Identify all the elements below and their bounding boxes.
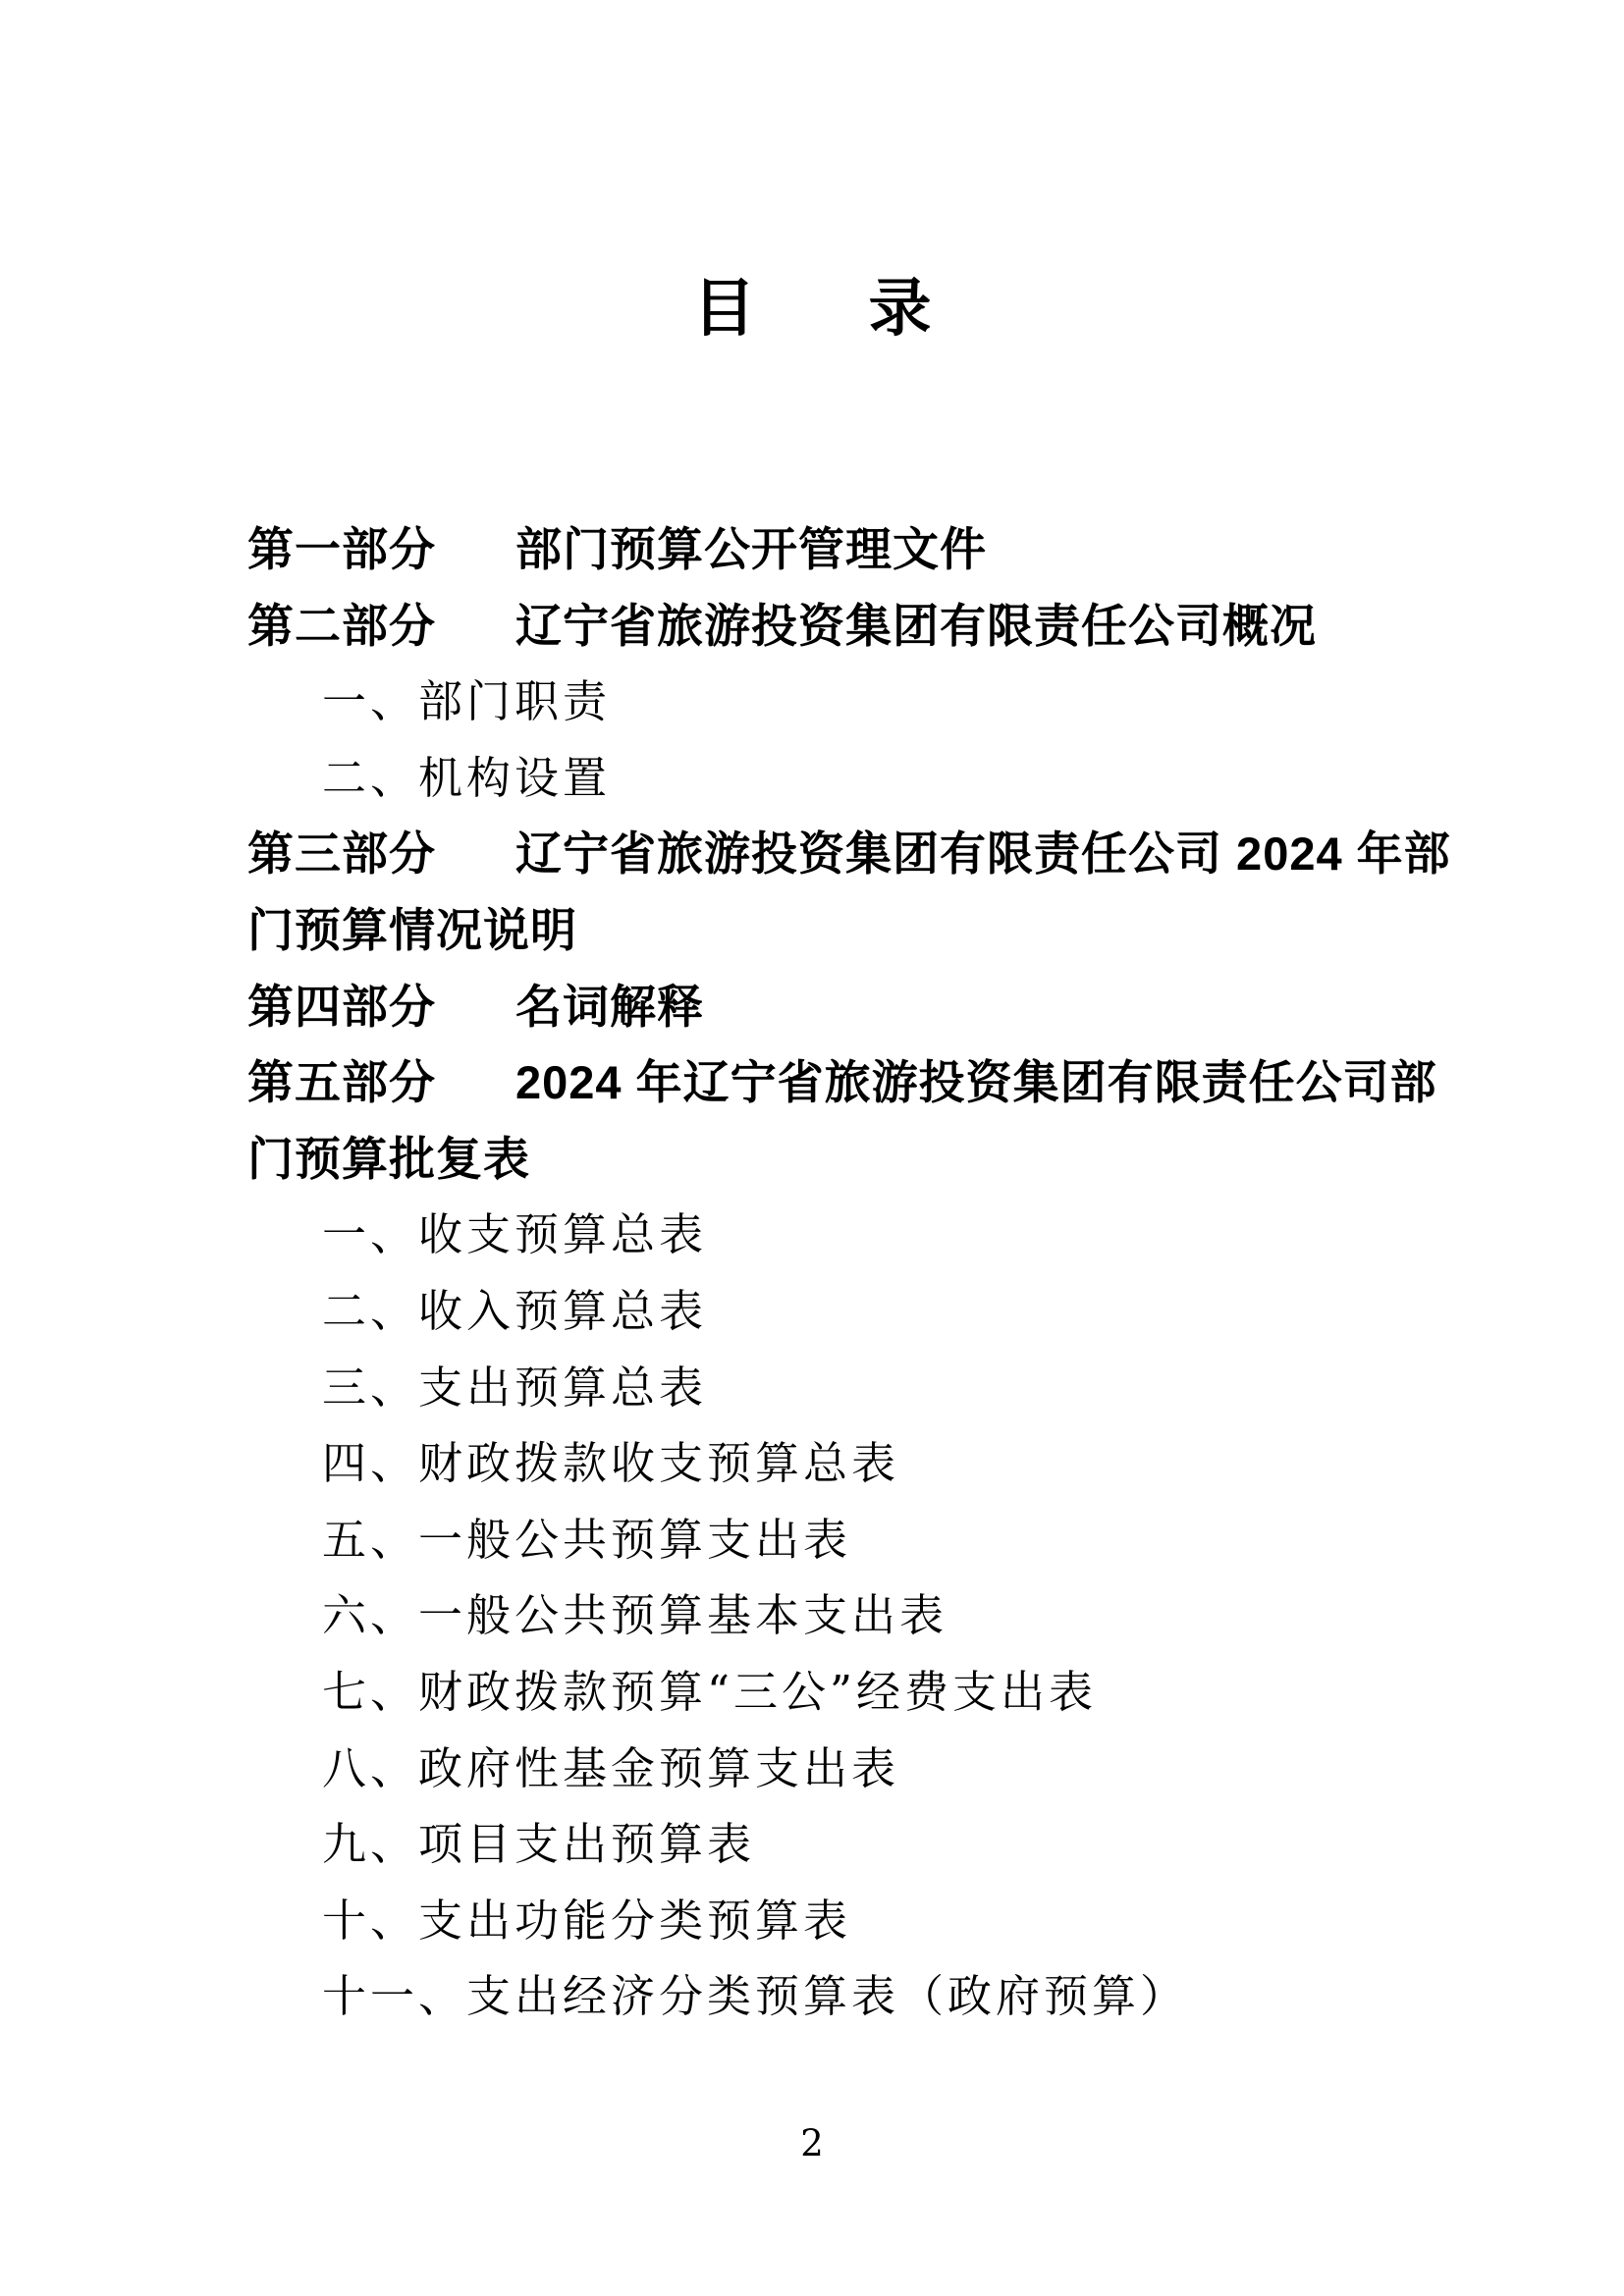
toc-subentry: 四、财政拨款收支预算总表: [322, 1437, 900, 1490]
title-char-first: 目: [692, 272, 756, 346]
toc-part-label: 第二部分: [247, 599, 436, 652]
toc-part-label: 第五部分: [247, 1056, 436, 1109]
toc-subentry: 一、部门职责: [322, 675, 612, 728]
toc-part-label: 第三部分: [247, 828, 436, 881]
toc-subentry: 五、一般公共预算支出表: [322, 1513, 852, 1566]
toc-part-text: 部门预算公开管理文件: [515, 523, 987, 575]
toc-subentry: 十、支出功能分类预算表: [322, 1894, 852, 1947]
toc-entry-part-4: [247, 969, 1426, 1045]
toc-subentry: 二、机构设置: [322, 751, 612, 804]
toc-part-text: 辽宁省旅游投资集团有限责任公司 2024 年部: [515, 828, 1451, 881]
toc-subentry: 三、支出预算总表: [322, 1361, 708, 1414]
toc-subentry: 八、政府性基金预算支出表: [322, 1741, 900, 1794]
toc-part-label: 第一部分: [247, 523, 436, 575]
toc-entry-part-3: [247, 816, 1451, 892]
toc-subentry: 六、一般公共预算基本支出表: [322, 1589, 948, 1642]
toc-subentry: 七、财政拨款预算“三公”经费支出表: [322, 1665, 1098, 1718]
toc-entry-part-2: [247, 588, 1426, 665]
toc-subentry: 九、项目支出预算表: [322, 1818, 756, 1871]
toc-subentry: 一、收支预算总表: [322, 1208, 708, 1261]
page-title: [0, 272, 1624, 346]
toc-subentry: 十一、支出经济分类预算表（政府预算）: [322, 1970, 1189, 2023]
toc-entry-part-3-continuation: 门预算情况说明: [247, 903, 577, 956]
toc-part-text: 辽宁省旅游投资集团有限责任公司概况: [515, 599, 1317, 652]
toc-part-text: 2024 年辽宁省旅游投资集团有限责任公司部: [515, 1056, 1437, 1109]
table-of-contents: [247, 511, 1451, 2035]
toc-part-label: 第四部分: [247, 980, 436, 1033]
toc-entry-part-5: [247, 1044, 1437, 1121]
page-number: 2: [800, 2122, 824, 2164]
title-char-second: 录: [868, 272, 932, 346]
toc-part-text: 名词解释: [515, 980, 704, 1033]
toc-entry-part-5-continuation: 门预算批复表: [247, 1132, 530, 1185]
toc-entry-part-1: [247, 511, 1426, 588]
toc-subentry: 二、收入预算总表: [322, 1284, 708, 1337]
